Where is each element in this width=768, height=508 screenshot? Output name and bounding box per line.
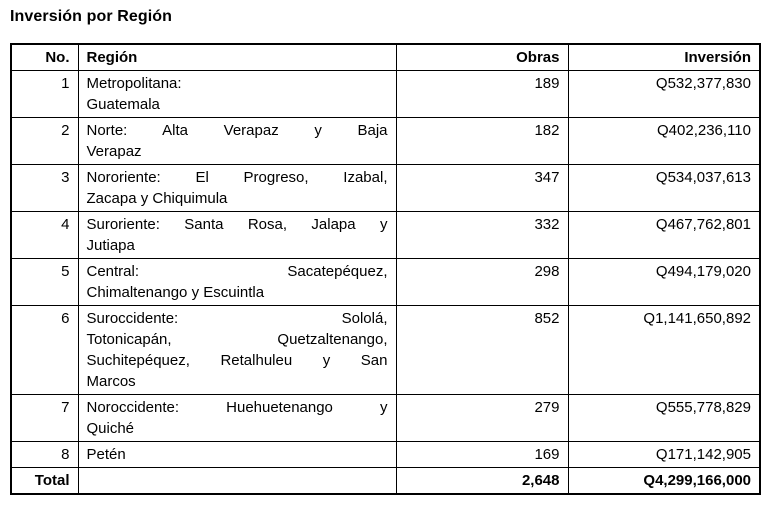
region-text-line: Jutiapa	[86, 237, 135, 254]
region-text-line: Quiché	[86, 420, 135, 437]
row-number-cell: 1	[11, 71, 78, 118]
row-number-cell: 2	[11, 118, 78, 165]
row-obras-cell: 332	[396, 212, 568, 259]
row-number-cell: 6	[11, 306, 78, 395]
row-region-cell	[78, 71, 396, 118]
row-inversion-cell: Q555,778,829	[568, 395, 760, 442]
total-obras-value: 2,648	[396, 468, 568, 495]
region-text-line: Petén	[86, 446, 126, 463]
total-region-cell	[78, 468, 396, 495]
header-row	[11, 44, 760, 71]
table-row	[11, 259, 760, 306]
row-obras-cell: 182	[396, 118, 568, 165]
row-obras-cell: 279	[396, 395, 568, 442]
region-text-line: Central: Sacatepéquez,	[86, 263, 388, 280]
row-number-cell: 5	[11, 259, 78, 306]
row-obras-cell: 189	[396, 71, 568, 118]
region-text-line: Metropolitana:	[86, 75, 182, 92]
row-obras-cell: 298	[396, 259, 568, 306]
table-row	[11, 306, 760, 395]
region-text-line: Guatemala	[86, 96, 160, 113]
row-region-cell	[78, 306, 396, 395]
table-row	[11, 395, 760, 442]
region-text-line: Noroccidente: Huehuetenango y	[86, 399, 388, 416]
row-number-cell: 3	[11, 165, 78, 212]
region-text-line: Suroriente: Santa Rosa, Jalapa y	[86, 216, 388, 233]
region-text-line: Marcos	[86, 373, 136, 390]
header-inversion: Inversión	[568, 44, 760, 71]
row-inversion-cell: Q532,377,830	[568, 71, 760, 118]
header-region: Región	[78, 44, 396, 71]
row-obras-cell: 852	[396, 306, 568, 395]
table-row	[11, 71, 760, 118]
total-label: Total	[11, 468, 78, 495]
table-row	[11, 118, 760, 165]
row-number-cell: 4	[11, 212, 78, 259]
region-text-line: Zacapa y Chiquimula	[86, 190, 228, 207]
region-text-line: Chimaltenango y Escuintla	[86, 284, 265, 301]
total-inversion-value: Q4,299,166,000	[568, 468, 760, 495]
header-no: No.	[11, 44, 78, 71]
table-row	[11, 442, 760, 468]
investment-by-region-table	[10, 43, 761, 495]
row-inversion-cell: Q402,236,110	[568, 118, 760, 165]
region-text-line: Norte: Alta Verapaz y Baja	[86, 122, 388, 139]
header-obras: Obras	[396, 44, 568, 71]
row-inversion-cell: Q467,762,801	[568, 212, 760, 259]
region-text-line: Verapaz	[86, 143, 142, 160]
row-obras-cell: 169	[396, 442, 568, 468]
region-text-line: Suchitepéquez, Retalhuleu y San	[86, 352, 388, 369]
row-inversion-cell: Q1,141,650,892	[568, 306, 760, 395]
row-region-cell	[78, 118, 396, 165]
page-title: Inversión por Región	[10, 8, 173, 25]
row-region-cell	[78, 259, 396, 306]
row-number-cell: 7	[11, 395, 78, 442]
row-region-cell	[78, 442, 396, 468]
row-inversion-cell: Q494,179,020	[568, 259, 760, 306]
row-region-cell	[78, 212, 396, 259]
region-text-line: Totonicapán, Quetzaltenango,	[86, 331, 388, 348]
row-region-cell	[78, 165, 396, 212]
table-row	[11, 212, 760, 259]
region-text-line: Nororiente: El Progreso, Izabal,	[86, 169, 388, 186]
row-inversion-cell: Q534,037,613	[568, 165, 760, 212]
row-number-cell: 8	[11, 442, 78, 468]
table-row	[11, 165, 760, 212]
total-row	[11, 468, 760, 495]
row-inversion-cell: Q171,142,905	[568, 442, 760, 468]
row-region-cell	[78, 395, 396, 442]
region-text-line: Suroccidente: Sololá,	[86, 310, 388, 327]
row-obras-cell: 347	[396, 165, 568, 212]
